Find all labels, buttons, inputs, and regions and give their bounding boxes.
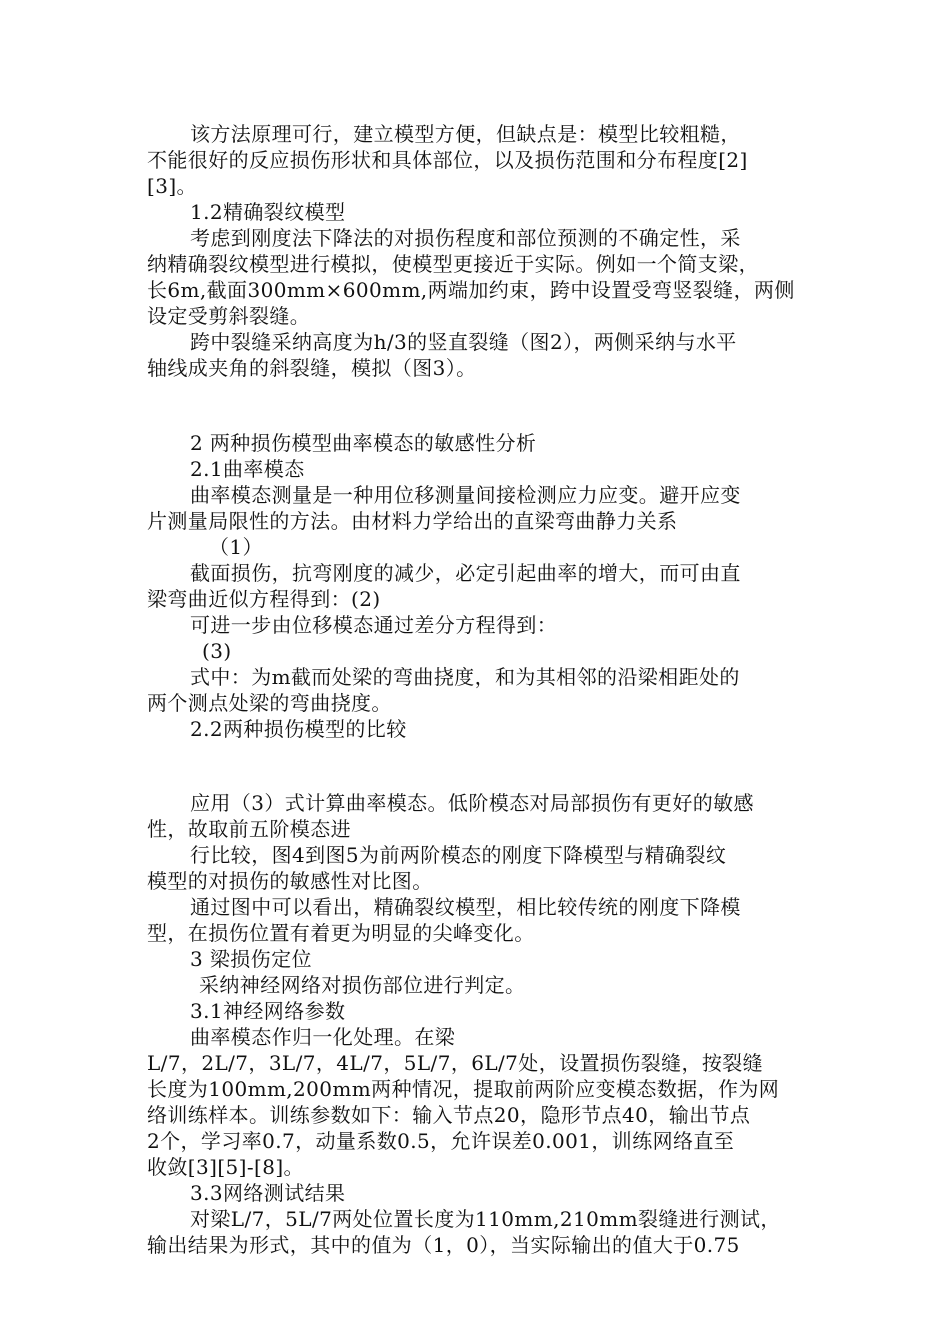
text-line: 式中：为m截而处梁的弯曲挠度，和为其相邻的沿梁相距处的 — [190, 665, 740, 689]
equation-number: （1） — [209, 535, 263, 559]
section-heading: 1.2精确裂纹模型 — [190, 200, 346, 224]
text-line: 梁弯曲近似方程得到：(2) — [147, 587, 381, 611]
text-line: 收敛[3][5]-[8]。 — [147, 1155, 304, 1179]
text-line: 行比较，图4到图5为前两阶模态的刚度下降模型与精确裂纹 — [190, 843, 727, 867]
text-line: 长6m,截面300mm×600mm,两端加约束，跨中设置受弯竖裂缝，两侧 — [147, 278, 795, 302]
text-line: 对梁L/7，5L/7两处位置长度为110mm,210mm裂缝进行测试， — [190, 1207, 781, 1231]
equation-number: (3) — [202, 639, 232, 663]
text-line: 采纳神经网络对损伤部位进行判定。 — [199, 973, 526, 997]
section-heading: 3 梁损伤定位 — [190, 947, 312, 971]
text-line: 2个，学习率0.7，动量系数0.5，允许误差0.001，训练网络直至 — [147, 1129, 735, 1153]
section-heading: 2.1曲率模态 — [190, 457, 305, 481]
text-line: 设定受剪斜裂缝。 — [147, 304, 311, 328]
section-heading: 3.3网络测试结果 — [190, 1181, 346, 1205]
text-line: 长度为100mm,200mm两种情况，提取前两阶应变模态数据，作为网 — [147, 1077, 780, 1101]
section-heading: 3.1神经网络参数 — [190, 999, 346, 1023]
text-line: 输出结果为形式，其中的值为（1，0），当实际输出的值大于0.75 — [147, 1233, 740, 1257]
text-line: 型，在损伤位置有着更为明显的尖峰变化。 — [147, 921, 535, 945]
text-line: 络训练样本。训练参数如下：输入节点20，隐形节点40，输出节点 — [147, 1103, 751, 1127]
section-heading: 2.2两种损伤模型的比较 — [190, 717, 407, 741]
text-line: 两个测点处梁的弯曲挠度。 — [147, 691, 392, 715]
text-line: 曲率模态测量是一种用位移测量间接检测应力应变。避开应变 — [190, 483, 741, 507]
text-line: 纳精确裂纹模型进行模拟，使模型更接近于实际。例如一个简支梁， — [147, 252, 759, 276]
text-line: 性，故取前五阶模态进 — [147, 817, 351, 841]
text-line: [3]。 — [147, 174, 197, 198]
text-line: 跨中裂缝采纳高度为h/3的竖直裂缝（图2），两侧采纳与水平 — [190, 330, 737, 354]
text-line: 模型的对损伤的敏感性对比图。 — [147, 869, 433, 893]
text-line: 可进一步由位移模态通过差分方程得到： — [190, 613, 558, 637]
text-line: 应用（3）式计算曲率模态。低阶模态对局部损伤有更好的敏感 — [190, 791, 754, 815]
section-heading: 2 两种损伤模型曲率模态的敏感性分析 — [190, 431, 537, 455]
text-line: 片测量局限性的方法。由材料力学给出的直梁弯曲静力关系 — [147, 509, 678, 533]
text-line: 通过图中可以看出，精确裂纹模型，相比较传统的刚度下降模 — [190, 895, 741, 919]
text-line: L/7，2L/7，3L/7，4L/7，5L/7，6L/7处，设置损伤裂缝，按裂缝 — [147, 1051, 764, 1075]
text-line: 截面损伤，抗弯刚度的减少，必定引起曲率的增大，而可由直 — [190, 561, 741, 585]
text-line: 考虑到刚度法下降法的对损伤程度和部位预测的不确定性，采 — [190, 226, 741, 250]
text-line: 该方法原理可行，建立模型方便，但缺点是：模型比较粗糙， — [190, 122, 741, 146]
text-line: 轴线成夹角的斜裂缝，模拟（图3）。 — [147, 356, 477, 380]
text-line: 曲率模态作归一化处理。在梁 — [190, 1025, 456, 1049]
text-line: 不能很好的反应损伤形状和具体部位，以及损伤范围和分布程度[2] — [147, 148, 748, 172]
